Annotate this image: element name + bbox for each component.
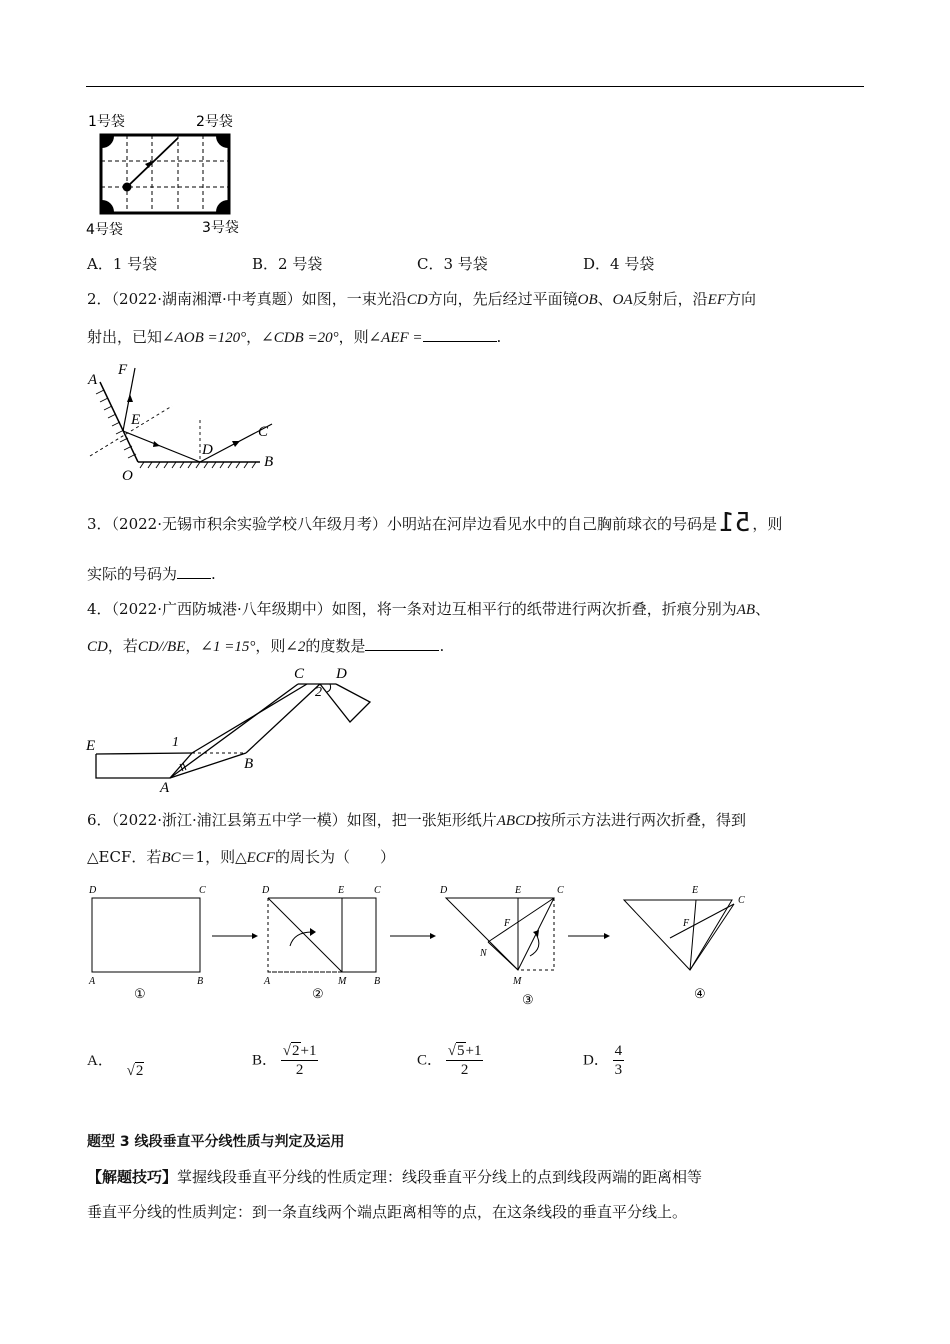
q6-line1 bbox=[87, 809, 746, 832]
s3-label-n: N bbox=[480, 948, 487, 959]
question-text: ，若 bbox=[107, 637, 138, 655]
radicand: 5 bbox=[457, 1043, 465, 1059]
s2-label-d: D bbox=[262, 885, 270, 896]
label-e: E bbox=[131, 412, 141, 428]
folded-strip-figure bbox=[82, 664, 382, 796]
bag4-label: 4号袋 bbox=[86, 222, 123, 238]
q2-line1 bbox=[87, 288, 756, 311]
sqrt-expression: √2 bbox=[126, 1063, 144, 1079]
condition-angle-cdb: ∠CDB =20° bbox=[261, 330, 339, 346]
option-text: 1 号袋 bbox=[112, 255, 158, 273]
header-rule bbox=[86, 86, 864, 87]
question-text: 方向，先后经过平面镜 bbox=[427, 290, 578, 308]
label-c: C bbox=[258, 424, 269, 440]
condition-angle-aob: ∠AOB =120° bbox=[162, 330, 247, 346]
question-text: ，则 bbox=[338, 328, 369, 346]
q1-option-c bbox=[417, 253, 488, 275]
option-letter: C． bbox=[417, 255, 444, 273]
bag2-label: 2号袋 bbox=[196, 114, 233, 130]
fraction bbox=[613, 1042, 625, 1079]
s1-label-b: B bbox=[197, 976, 204, 987]
question-text: △ECF．若 bbox=[87, 848, 162, 866]
fraction: $\frac{√2+1}{2}$ bbox=[282, 1043, 317, 1078]
bag1-label: 1号袋 bbox=[88, 114, 125, 130]
s3-label-m: M bbox=[513, 976, 522, 987]
math-ob: OB bbox=[577, 292, 598, 308]
denominator: 2 bbox=[295, 1062, 304, 1078]
label-f: F bbox=[118, 362, 128, 378]
s4-label-c: C bbox=[738, 895, 745, 906]
label-a: A bbox=[88, 372, 98, 388]
label-d: D bbox=[336, 666, 347, 682]
option-text: 4 号袋 bbox=[610, 255, 655, 273]
radicand: 2 bbox=[292, 1043, 300, 1059]
tip-label: 【解题技巧】 bbox=[87, 1168, 178, 1186]
q3-line1 bbox=[87, 508, 783, 538]
label-angle-2: 2 bbox=[315, 685, 322, 700]
q2-line2 bbox=[87, 326, 501, 349]
label-angle-1: 1 bbox=[172, 735, 179, 750]
period: . bbox=[439, 637, 445, 655]
condition-parallel: CD//BE bbox=[137, 639, 186, 655]
math-cd: CD bbox=[87, 639, 108, 655]
s3-label-c: C bbox=[557, 885, 564, 896]
question-text: （2022·广西防城港·八年级期中）如图，将一条对边互相平行的纸带进行两次折叠，折痕分别为 bbox=[111, 600, 737, 618]
label-b: B bbox=[244, 756, 254, 772]
question-number: 4． bbox=[87, 600, 112, 618]
question-text: ，则 bbox=[255, 637, 286, 655]
q6-option-b bbox=[252, 1042, 318, 1079]
q3-line2 bbox=[87, 563, 216, 585]
question-text: 射出，已知 bbox=[87, 328, 163, 346]
option-letter: D． bbox=[583, 1052, 609, 1069]
math-ef: EF bbox=[707, 292, 726, 308]
plus-term: +1 bbox=[465, 1043, 482, 1059]
q6-line2 bbox=[87, 846, 395, 869]
caption-4: ④ bbox=[694, 986, 706, 1001]
question-number: 2． bbox=[87, 290, 112, 308]
s1-label-c: C bbox=[199, 885, 206, 896]
question-text: 方向 bbox=[725, 290, 756, 308]
q4-line1 bbox=[87, 598, 770, 621]
label-b: B bbox=[264, 454, 274, 470]
caption-2: ② bbox=[312, 986, 324, 1001]
option-letter: D． bbox=[583, 255, 611, 273]
asked-angle: ∠2 bbox=[285, 639, 306, 655]
option-text: 3 号袋 bbox=[443, 255, 488, 273]
q4-line2 bbox=[87, 635, 444, 658]
section-title: 题型 3 线段垂直平分线性质与判定及运用 bbox=[87, 1134, 345, 1150]
label-c: C bbox=[294, 666, 305, 682]
period: . bbox=[211, 565, 216, 583]
q1-option-b bbox=[252, 253, 322, 275]
question-text: （2022·浙江·浦江县第五中学一模）如图，把一张矩形纸片 bbox=[111, 811, 497, 829]
caption-3: ③ bbox=[522, 992, 534, 1007]
separator: ， bbox=[185, 637, 201, 655]
bag3-label: 3号袋 bbox=[202, 220, 239, 236]
question-text: 反射后，沿 bbox=[632, 290, 708, 308]
s3-label-e: E bbox=[515, 885, 522, 896]
question-text: （2022·湖南湘潭·中考真题）如图，一束光沿 bbox=[111, 290, 407, 308]
option-text: 2 号袋 bbox=[278, 255, 323, 273]
tip-line bbox=[87, 1166, 702, 1188]
s4-label-e: E bbox=[692, 885, 699, 896]
s1-label-d: D bbox=[89, 885, 97, 896]
q6-option-d bbox=[583, 1042, 624, 1079]
denominator: 2 bbox=[460, 1062, 469, 1078]
mirror-figure bbox=[82, 358, 282, 483]
math-bc: BC bbox=[161, 850, 181, 866]
answer-blank[interactable] bbox=[177, 578, 211, 579]
condition-angle-1: ∠1 =15° bbox=[200, 639, 256, 655]
s2-label-m: M bbox=[338, 976, 347, 987]
math-ab: AB bbox=[736, 602, 756, 618]
s2-label-e: E bbox=[338, 885, 345, 896]
math-ecf: ECF bbox=[246, 850, 275, 866]
question-text: 按所示方法进行两次折叠，得到 bbox=[535, 811, 746, 829]
question-text: ，则 bbox=[752, 515, 783, 533]
option-letter: C． bbox=[417, 1052, 443, 1069]
q1-option-d bbox=[583, 253, 654, 275]
s4-label-f: F bbox=[683, 918, 690, 929]
question-number: 3． bbox=[87, 515, 112, 533]
math-cd: CD bbox=[406, 292, 428, 308]
question-text: （2022·无锡市积余实验学校八年级月考）小明站在河岸边看见水中的自己胸前球衣的号码是 bbox=[111, 515, 717, 533]
s3-label-d: D bbox=[440, 885, 448, 896]
q6-option-c bbox=[417, 1042, 483, 1079]
label-d: D bbox=[202, 442, 213, 458]
s3-label-f: F bbox=[504, 918, 511, 929]
tip-text: 掌握线段垂直平分线的性质定理：线段垂直平分线上的点到线段两端的距离相等 bbox=[177, 1168, 703, 1186]
option-letter: B． bbox=[252, 1052, 278, 1069]
option-letter: A． bbox=[87, 1053, 113, 1069]
asked-angle: ∠AEF = bbox=[368, 330, 423, 346]
answer-blank[interactable] bbox=[365, 650, 439, 651]
question-text: ＝1，则△ bbox=[180, 848, 247, 866]
option-letter: A． bbox=[87, 255, 113, 273]
s2-label-c: C bbox=[374, 885, 381, 896]
answer-blank[interactable] bbox=[423, 341, 497, 342]
question-text: 的周长为（ ） bbox=[274, 848, 395, 866]
separator: 、 bbox=[755, 600, 771, 618]
plus-term: +1 bbox=[300, 1043, 317, 1059]
label-a: A bbox=[160, 780, 170, 796]
caption-1: ① bbox=[134, 986, 146, 1001]
math-oa: OA bbox=[612, 292, 633, 308]
fraction: $\frac{√5+1}{2}$ bbox=[447, 1043, 482, 1078]
numerator: 4 bbox=[614, 1043, 623, 1059]
question-number: 6． bbox=[87, 811, 112, 829]
question-text: 实际的号码为 bbox=[87, 565, 178, 583]
separator: 、 bbox=[597, 290, 613, 308]
mirror-jersey-number: 51 bbox=[719, 508, 751, 538]
label-o: O bbox=[122, 468, 133, 483]
s2-label-b: B bbox=[374, 976, 381, 987]
denominator: 3 bbox=[614, 1062, 623, 1078]
math-abcd: ABCD bbox=[496, 813, 536, 829]
billiard-figure bbox=[84, 108, 254, 240]
q6-option-a bbox=[87, 1050, 144, 1079]
s2-label-a: A bbox=[264, 976, 271, 987]
period: . bbox=[496, 328, 502, 346]
s1-label-a: A bbox=[89, 976, 96, 987]
separator: ， bbox=[246, 328, 262, 346]
tip-line-2: 垂直平分线的性质判定：到一条直线两个端点距离相等的点，在这条线段的垂直平分线上。 bbox=[87, 1203, 688, 1221]
question-text: 的度数是 bbox=[305, 637, 366, 655]
q1-option-a bbox=[87, 253, 157, 275]
label-e: E bbox=[86, 738, 96, 754]
radicand: 2 bbox=[135, 1063, 144, 1079]
option-letter: B． bbox=[252, 255, 279, 273]
folding-steps-figure bbox=[84, 880, 784, 1010]
